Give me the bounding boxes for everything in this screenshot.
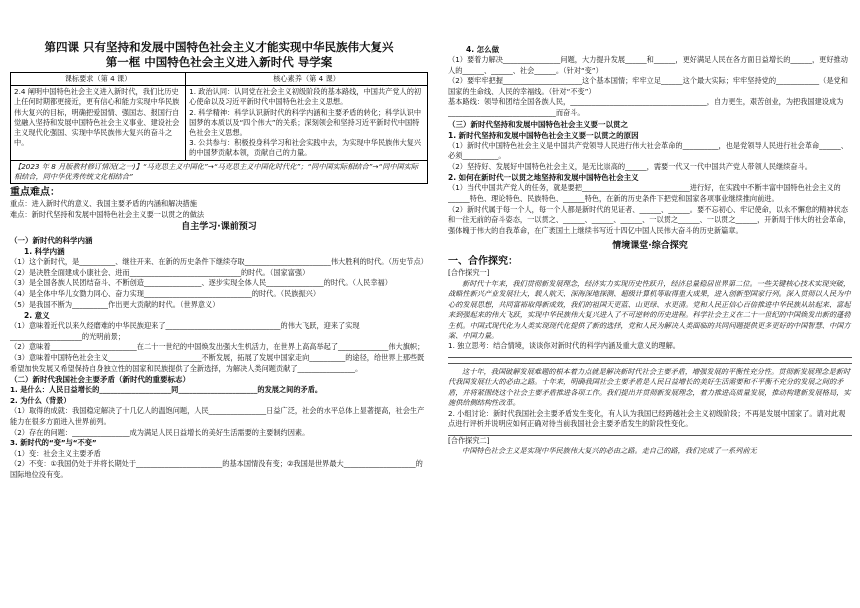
right-column — [448, 0, 852, 608]
how-to-heading: 4. 怎么做 — [466, 45, 500, 54]
section-1-sub1: 1. 科学内涵 — [24, 247, 65, 257]
content-line: （2）是决胜全面建成小康社会、进而_______________________________的时代。（国家富强） — [10, 267, 310, 277]
content-line: （4）是全体中华儿女勠力同心、奋力实现______________________________的时代。（民族振兴） — [10, 289, 321, 298]
section-1-title: （一）新时代的科学内涵 — [10, 236, 93, 246]
section-3-a: 1. 新时代坚持和发展中国特色社会主义要一以贯之的原因 — [448, 130, 639, 140]
self-study-title: 自主学习·课前预习 — [181, 222, 257, 233]
core-literacy — [186, 86, 428, 160]
content-line: （1）这个新时代，是__________、继往开来、在新的历史条件下继续夺取________________________伟大胜利的时代。（历史节点） — [10, 257, 428, 267]
section-3-title: （三）新时代坚持和发展中国特色社会主义要一以贯之 — [448, 119, 628, 129]
content-line: 2. 为什么（背景） — [10, 395, 71, 405]
left-column — [10, 0, 428, 608]
core-literacy-item: 3. 公共参与：积极投身科学习和社会实践中去，为实现中华民族伟大复兴的中国梦贡献本领，贡献自己的力量。 — [189, 138, 422, 158]
explore-heading: 一、合作探究： — [448, 256, 518, 268]
content-line: （1）意味着近代以来久经磨难的中华民族迎来了________________________________的伟大飞跃，迎来了实现____________________的光明前景； — [10, 321, 360, 341]
content-line: （2）要牢牢把握______________________这个基本国情；牢牢立足______这个最大实际；牢牢坚持党的____________（是党和国家的生命线、人民的幸福线。（针对“不变”） — [448, 76, 848, 96]
content-line: 基本路线：领导和团结全国各族人民，______________________________________，自力更生，艰苦创业，为把我国建设成为______________________________而奋斗。 — [448, 97, 844, 117]
revision-note: 【2023 年 8 月版教材修订情况(之一)】“马克思主义中国化”→“马克思主义中国化时代化”；“同中国实际相结合”→“同中国实际相结合，同中华优秀传统文化相结合” — [11, 160, 428, 183]
explore-passage-2: 这十年，我国破解发展难题的根本着力点就是解决新时代社会主要矛盾，增强发展的平衡性充分性。贯彻新发展理念是新时代我国发展壮大的必由之路。十年来，明确我国社会主要矛盾是人民日益增长的美好生活需要和不平衡不充分的发展之间的矛盾，并将紧围绕这个社会主要矛盾推进各项工作。我们提出并贯彻新发展理念，着力推进高质量发展，推动构建新发展格局，实施供给侧结构性改革。 — [448, 366, 851, 408]
standards-table — [10, 72, 428, 184]
content-line: 3. 新时代的“变”与“不变” — [10, 438, 97, 448]
content-line: （2）存在的问题：________________成为满足人民日益增长的美好生活需要的主要制约因素。 — [10, 427, 310, 437]
page-title: 第四课 只有坚持和发展中国特色社会主义才能实现中华民族伟大复兴 — [44, 40, 394, 54]
scene-title: 情境课堂·综合探究 — [612, 241, 688, 252]
content-line: （1）变：社会主义主要矛盾 — [10, 448, 101, 458]
section-2-title: （二）新时代我国社会主要矛盾（新时代的重要标志） — [10, 375, 190, 385]
question-2: 2. 小组讨论：新时代我国社会主要矛盾发生变化，有人认为我国已经跨越社会主义初级阶段；不再是发展中国家了。请对此观点进行评析并说明应如何正确对待当前我国社会主要矛盾发生的阶段性变化。 — [448, 408, 846, 429]
content-line: （1）要着力解决________________问题，大力提升发展______和______，更好满足人民在各方面日益增长的______，更好推动人的______、______、社会______。（针对“变”） — [448, 55, 848, 75]
section-1-sub2: 2. 意义 — [24, 311, 50, 321]
content-line: （5）是我国不断为__________作出更大贡献的时代。（世界意义） — [10, 299, 220, 309]
question-1: 1. 独立思考：结合情境，谈谈你对新时代的科学内涵及重大意义的理解。 — [448, 341, 680, 351]
section-3-b: 2. 如何在新时代一以贯之地坚持和发展中国特色社会主义 — [448, 173, 639, 183]
explore-tag-2: [合作探究二] — [448, 435, 490, 445]
content-line: （3）意味着中国特色社会主义__________________________不断发展，拓展了发展中国家走向__________的途径，给世界上那些既希望加快发展又希望保持自身独立性的国家和民族提供了全新选择，为解决人类问题贡献了________________。 — [10, 352, 425, 373]
keypoint-difficulty: 难点：新时代坚持和发展中国特色社会主义要一以贯之的做法 — [10, 209, 205, 219]
explore-passage-3: 中国特色社会主义是实现中华民族伟大复兴的必由之路。走自己的路，我们完成了一系列前无 — [462, 446, 757, 456]
core-literacy-item: 2. 科学精神：科学认识新时代的科学内涵和主要矛盾的转化；科学认识中国梦的本质以及“四个伟大”的关系；深刻领会和坚持习近平新时代中国特色社会主义思想。 — [189, 107, 422, 138]
content-line: （2）意味着________________________在二十一世纪的中国焕发出强大生机活力，在世界上高高举起了______________伟大旗帜； — [10, 342, 425, 352]
keypoint-focus: 重点：进入新时代的意义、我国主要矛盾的内涵和解决措施 — [10, 199, 197, 209]
standards-requirement: 2.4 阐明中国特色社会主义进入新时代，我们比历史上任何时期都更接近，更有信心和能力实现中华民族伟大复兴的目标，明确把爱国情、强国志、报国行自觉融入坚持和发展中国特色社会主义事业、建设社会主义现代化强国、实现中华民族伟大复兴的奋斗之中。 — [11, 86, 186, 160]
content-line: 1. 是什么：人民日益增长的____________________同______________________的发展之间的矛盾。 — [10, 385, 323, 395]
content-line: （2）不变：①我国仍处于并将长期处于________________________的基本国情没有变；②我国是世界最大____________________的国际地位没有变。 — [10, 459, 423, 479]
content-line: （2）坚持好、发展好中国特色社会主义，是无比崇高的______，需要一代又一代中国共产党人带领人民继续奋斗。 — [448, 161, 812, 171]
content-line: （1）取得的成就：我国稳定解决了十几亿人的温饱问题，人民________________日益广泛，社会的水平总体上显著提高，社会生产能力在很多方面进入世界前列。 — [10, 406, 425, 426]
answer-line — [448, 357, 852, 358]
standards-header-left: 课标要求（第 4 课） — [11, 73, 186, 86]
content-line: （1）新时代中国特色社会主义是中国共产党领导人民进行伟大社会革命的__________，也是党领导人民进行社会革命______、必须__________。 — [448, 140, 848, 161]
content-line: （2）新时代属于每一个人，每一个人都是新时代的见证者、______、______。要不忘初心、牢记使命，以永不懈怠的精神状态和一往无前的奋斗姿态，一以贯之、______、______、______、一以贯之______、一以贯之______，开新局于伟大的社会革命，强体魄于伟大的自我革命，在广袤国土上继续书写近十四亿中国人民伟大奋斗的历史新篇章。 — [448, 204, 851, 235]
keypoints-heading: 重点难点： — [10, 187, 60, 199]
page-subtitle: 第一框 中国特色社会主义进入新时代 导学案 — [105, 55, 333, 69]
core-literacy-item: 1. 政治认同：认同党在社会主义初级阶段的基本路线，中国共产党人的初心使命以及习近平新时代中国特色社会主义思想。 — [189, 87, 422, 107]
standards-header-right: 核心素养（第 4 课） — [186, 73, 428, 86]
content-line: （3）是全国各族人民团结奋斗、不断创造________________、逐步实现全体人民________________的时代。（人民幸福） — [10, 278, 392, 288]
content-line: （1）当代中国共产党人的任务，就是要把______________________________进行好，在实践中不断丰富中国特色社会主义的______特色、理论特色、民族特色、______特色，在新的历史条件下把党和国家各项事业继续推向前进。 — [448, 183, 841, 203]
explore-tag-1: [合作探究一] — [448, 268, 490, 278]
explore-passage-1: 新时代十年来，我们贯彻新发展理念，经济实力实现历史性跃升，经济总量稳居世界第二位。一些关键核心技术实现突破，战略性新兴产业发展壮大，载人航天、深海深地探测、超级计算机等取得重大成果，进入创新型国家行列。深入贯彻以人民为中心的发展思想，共同富裕取得新成效，我们的祖国天更蓝、山更绿、水更清。党和人民正信心百倍推进中华民族从站起来、富起来到强起来的伟大飞跃，实现中华民族伟大复兴进入了不可逆转的历史进程。科学社会主义在二十一世纪的中国焕发出新的蓬勃生机。中国式现代化为人类实现现代化提供了新的选择，党和人民为解决人类面临的共同问题提供更多更好的中国智慧、中国方案、中国力量。 — [448, 278, 851, 340]
